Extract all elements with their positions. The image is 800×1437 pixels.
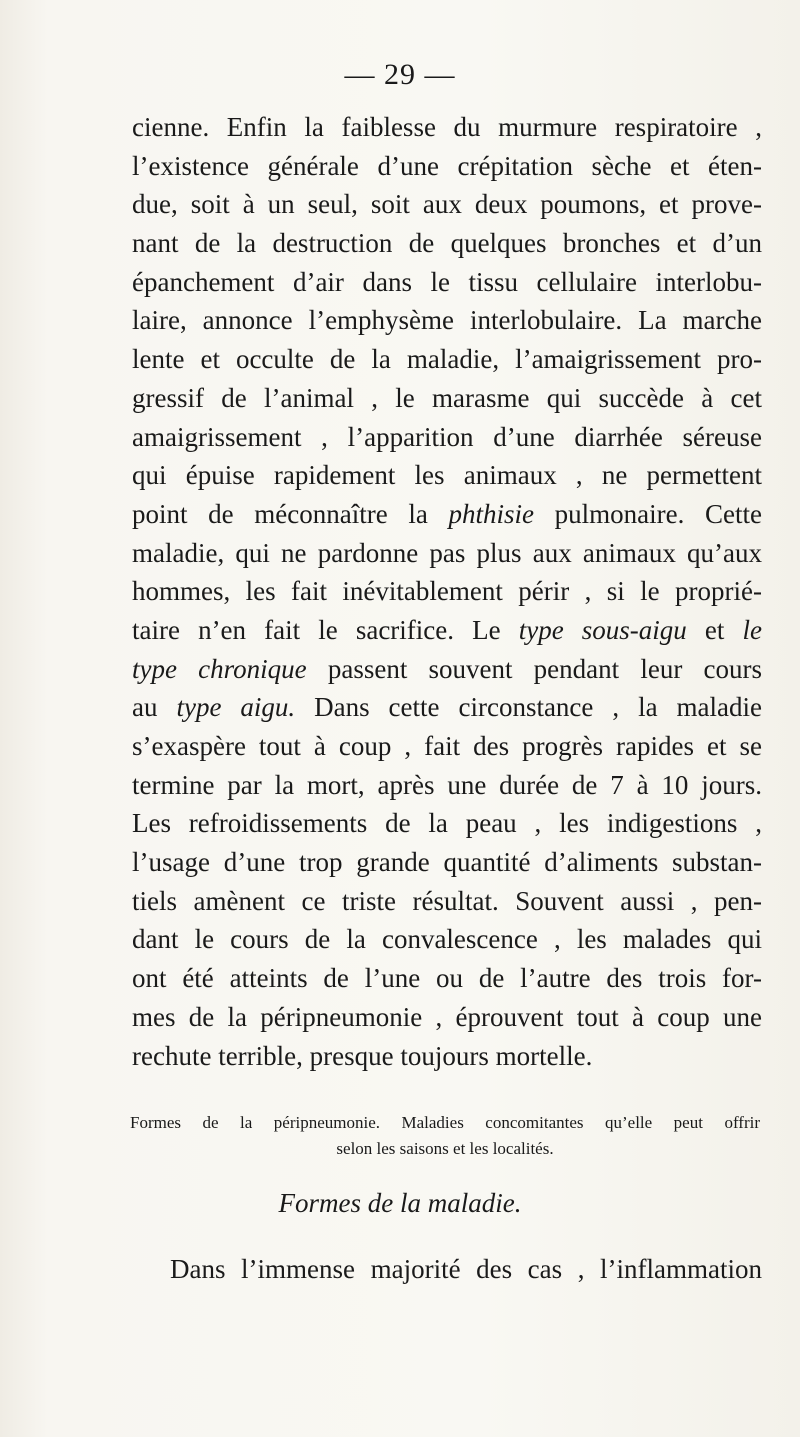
page-number: — 29 — — [344, 58, 456, 91]
text-run: mes de la péripneumonie , éprouvent tout à coup une — [132, 1001, 762, 1032]
margin-note — [130, 1110, 760, 1162]
final-paragraph-line: Dans l’immense majorité des cas , l’inflammation — [170, 1254, 762, 1284]
text-line — [132, 301, 762, 340]
text-line — [132, 766, 762, 805]
text-line — [132, 224, 762, 263]
text-line — [132, 882, 762, 921]
margin-note-line-1: Formes de la péripneumonie. Maladies concomitantes qu’elle peut offrir — [130, 1113, 760, 1132]
text-line — [132, 727, 762, 766]
text-line — [132, 843, 762, 882]
text-run: au — [132, 692, 177, 723]
text-line — [132, 1037, 762, 1076]
text-run: rechute terrible, presque toujours mortelle. — [132, 1040, 593, 1071]
text-line — [132, 340, 762, 379]
text-line — [132, 185, 762, 224]
text-run: gressif de l’animal , le marasme qui succède à cet — [132, 382, 762, 413]
italic-term: le — [742, 614, 762, 645]
text-run: pulmonaire. Cette — [534, 498, 762, 529]
text-line — [132, 147, 762, 186]
italic-term: type chronique — [132, 653, 307, 684]
text-run: nant de la destruction de quelques bronches et d’un — [132, 228, 762, 259]
text-run: Dans cette circonstance , la maladie — [295, 692, 762, 723]
text-run: Les refroidissements de la peau , les indigestions , — [132, 808, 762, 839]
text-run: maladie, qui ne pardonne pas plus aux animaux qu’aux — [132, 537, 762, 568]
text-run: lente et occulte de la maladie, l’amaigrissement pro- — [132, 344, 762, 375]
text-line — [132, 650, 762, 689]
text-run: dant le cours de la convalescence , les malades qui — [132, 924, 762, 955]
text-line — [132, 804, 762, 843]
section-heading: Formes de la maladie. — [278, 1188, 522, 1218]
text-line — [132, 611, 762, 650]
text-line — [132, 998, 762, 1037]
text-run: épanchement d’air dans le tissu cellulaire interlobu- — [132, 266, 762, 297]
text-line — [132, 572, 762, 611]
text-line — [132, 263, 762, 302]
text-run: ont été atteints de l’une ou de l’autre des trois for- — [132, 963, 762, 994]
italic-term: phthisie — [448, 498, 534, 529]
text-run: hommes, les fait inévitablement périr , si le proprié- — [132, 576, 762, 607]
text-line — [132, 920, 762, 959]
italic-term: type aigu. — [176, 692, 296, 723]
text-run: passent souvent pendant leur cours — [306, 653, 762, 684]
text-line — [132, 456, 762, 495]
text-run: due, soit à un seul, soit aux deux poumons, et prove- — [132, 189, 762, 220]
text-line — [132, 959, 762, 998]
text-line — [132, 379, 762, 418]
text-line — [132, 688, 762, 727]
text-run: l’usage d’une trop grande quantité d’aliments substan- — [132, 847, 762, 878]
text-run: et — [686, 614, 743, 645]
main-paragraph — [132, 108, 762, 1075]
text-run: tiels amènent ce triste résultat. Souvent aussi , pen- — [132, 885, 762, 916]
text-line — [132, 108, 762, 147]
margin-note-line-2: selon les saisons et les localités. — [336, 1139, 554, 1158]
text-line — [132, 495, 762, 534]
text-run: termine par la mort, après une durée de 7 à 10 jours. — [132, 769, 762, 800]
text-run: qui épuise rapidement les animaux , ne permettent — [132, 460, 762, 491]
text-run: laire, annonce l’emphysème interlobulaire. La marche — [132, 305, 762, 336]
text-line — [132, 418, 762, 457]
text-run: amaigrissement , l’apparition d’une diarrhée séreuse — [132, 421, 762, 452]
text-run: point de méconnaître la — [132, 498, 449, 529]
italic-term: type sous-aigu — [518, 614, 687, 645]
text-run: l’existence générale d’une crépitation sèche et éten- — [132, 150, 762, 181]
text-run: cienne. Enfin la faiblesse du murmure respiratoire , — [132, 112, 762, 142]
final-paragraph — [132, 1250, 762, 1289]
text-run: s’exaspère tout à coup , fait des progrès rapides et se — [132, 731, 762, 761]
text-run: taire n’en fait le sacrifice. Le — [132, 614, 519, 645]
text-line — [132, 534, 762, 573]
